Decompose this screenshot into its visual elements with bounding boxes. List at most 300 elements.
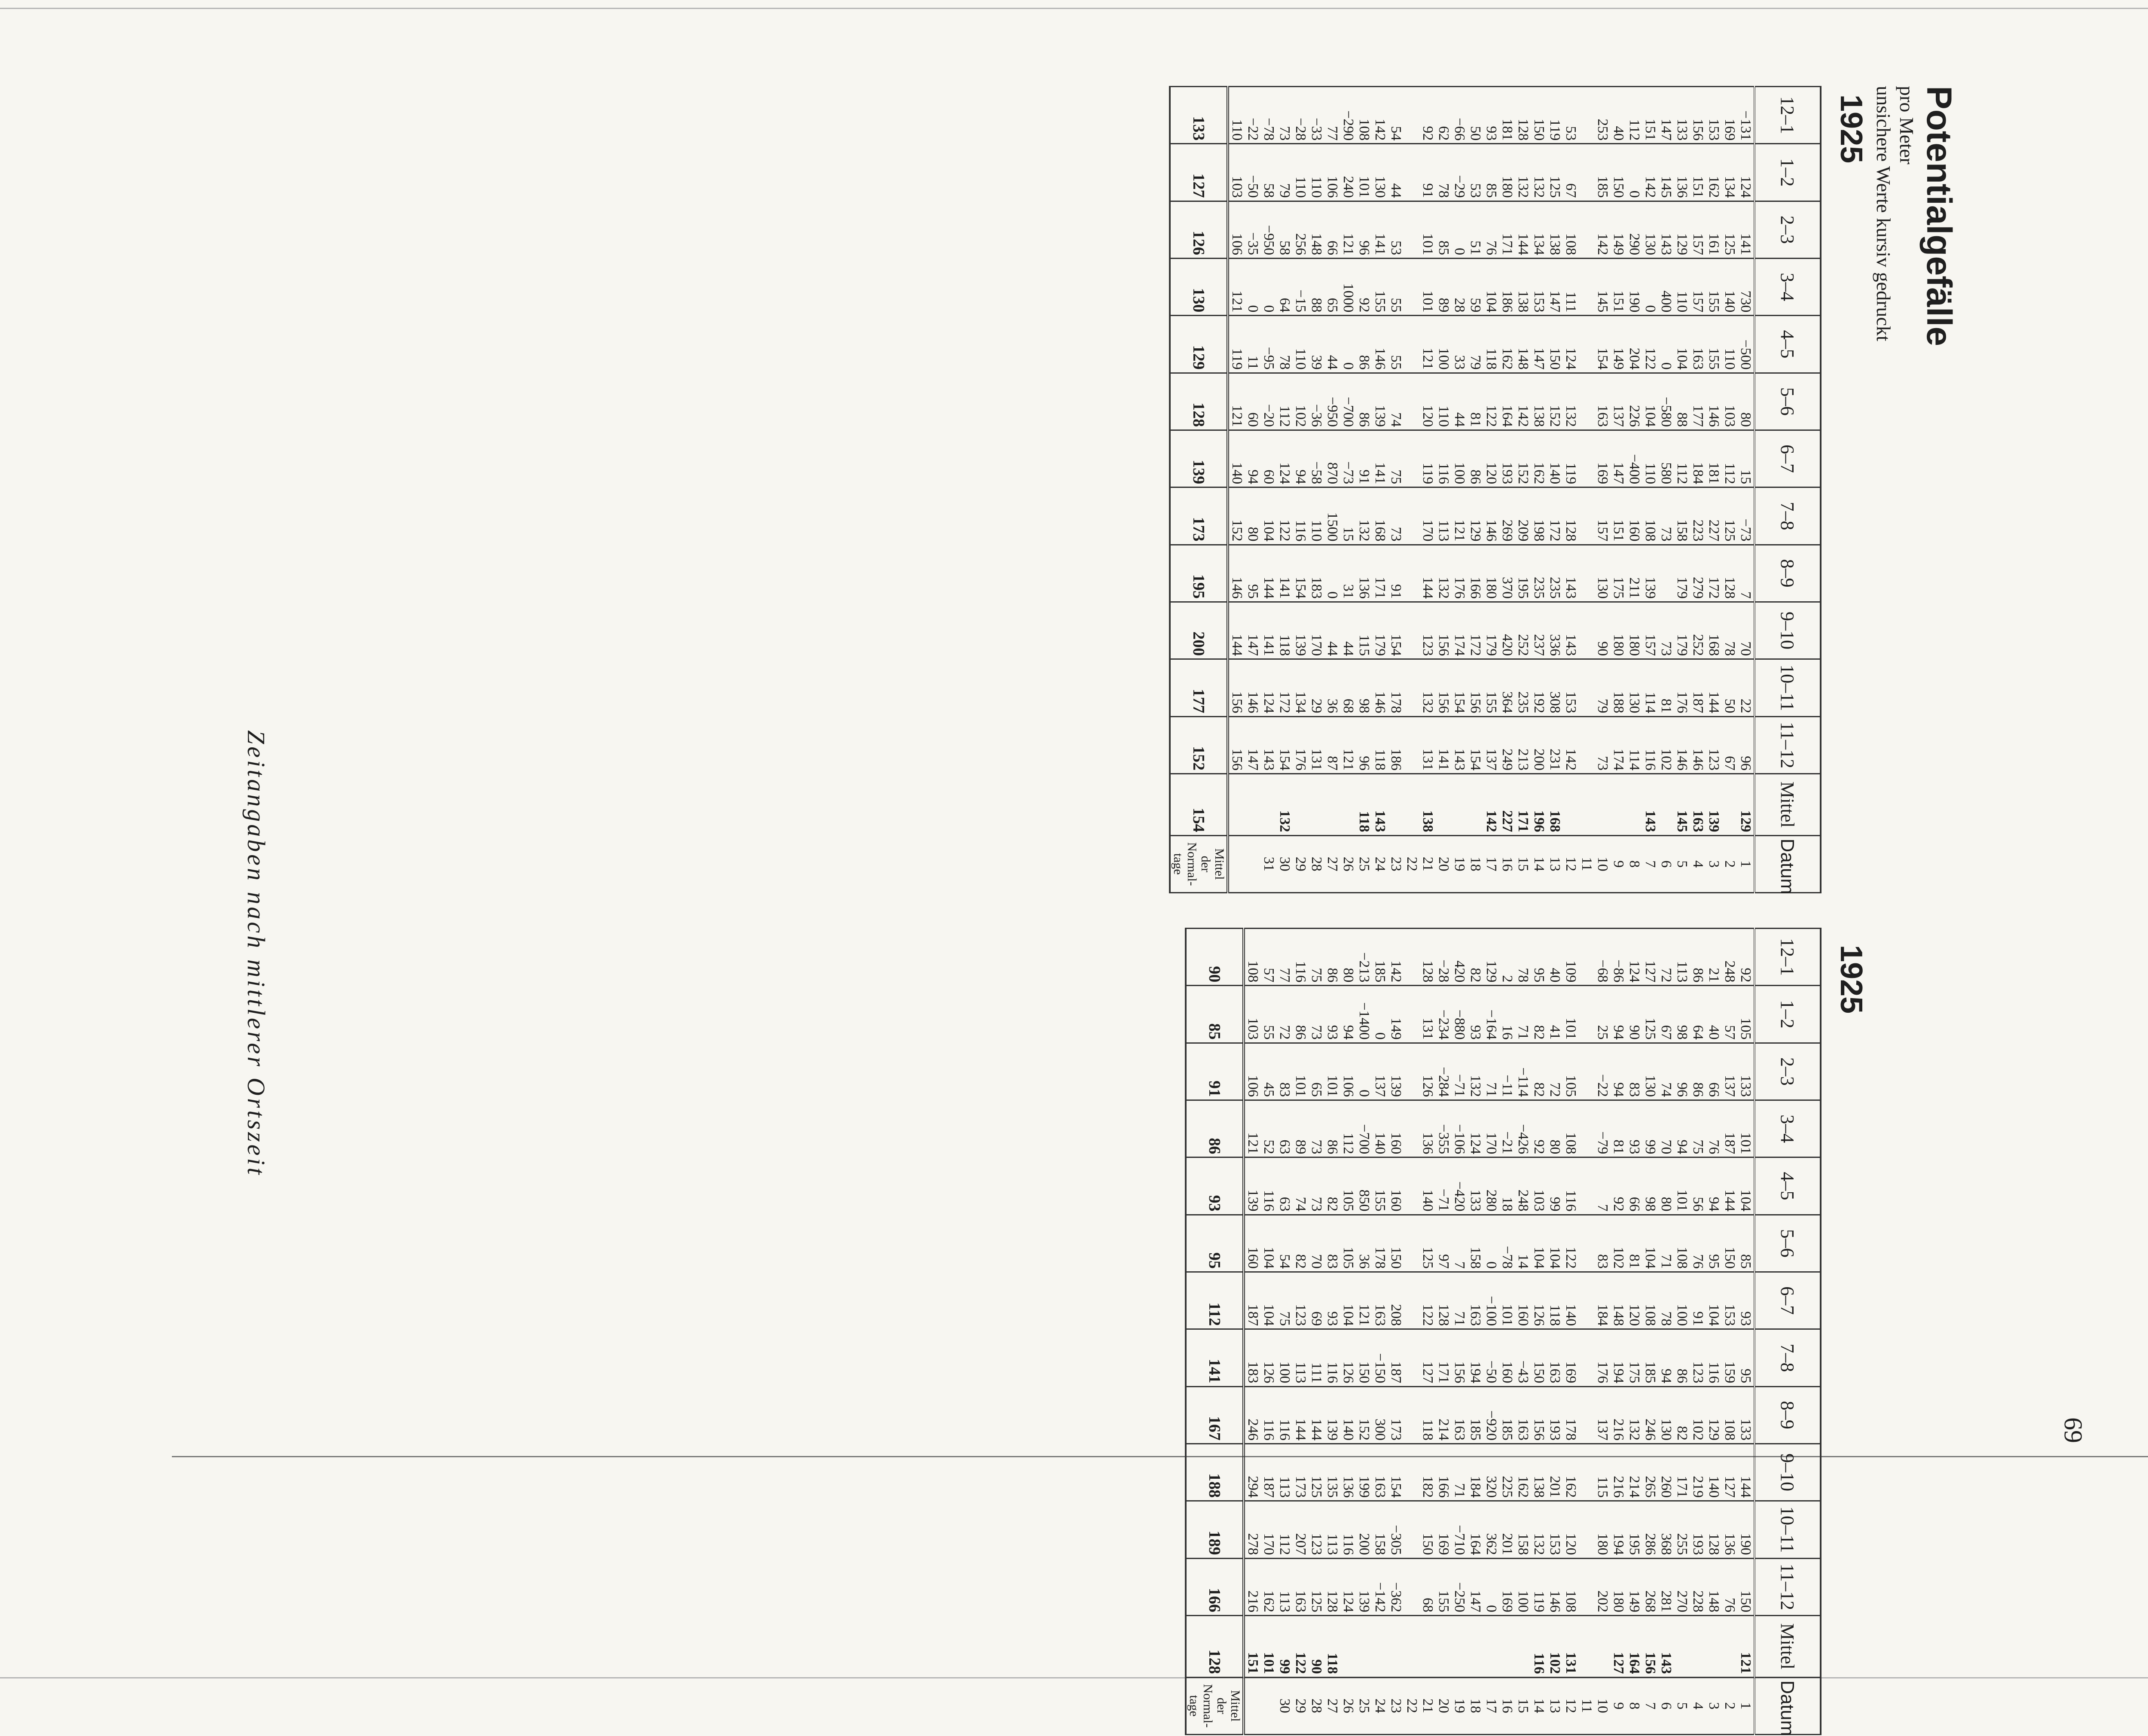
value-cell: 108 — [1642, 487, 1658, 545]
value-cell: 179 — [1483, 602, 1499, 659]
value-cell — [1340, 774, 1356, 835]
value-cell: 91 — [1420, 144, 1436, 201]
date-cell: 9 — [1611, 835, 1626, 892]
value-cell: −86 — [1611, 929, 1626, 986]
mean-value: 173 — [1170, 487, 1228, 545]
value-cell: 114 — [1626, 716, 1642, 774]
value-cell: 144 — [1228, 602, 1245, 659]
value-cell: 137 — [1372, 1043, 1388, 1100]
value-cell — [1436, 774, 1452, 835]
value-cell: 163 — [1468, 1272, 1483, 1329]
value-cell: 125 — [1547, 144, 1563, 201]
value-cell: −420 — [1452, 1157, 1468, 1215]
value-cell: 153 — [1722, 1272, 1738, 1329]
value-cell: 256 — [1293, 201, 1309, 258]
value-cell: 53 — [1563, 87, 1579, 144]
value-cell: 142 — [1563, 716, 1579, 774]
value-cell: 580 — [1658, 430, 1674, 487]
value-cell: −700 — [1340, 373, 1356, 430]
value-cell: 180 — [1626, 602, 1642, 659]
mean-value: 128 — [1186, 1615, 1244, 1677]
value-cell: 86 — [1293, 986, 1309, 1043]
value-cell: 142 — [1515, 373, 1531, 430]
value-cell — [1515, 1615, 1531, 1677]
value-cell: 129 — [1738, 774, 1754, 835]
date-cell: 18 — [1468, 1677, 1483, 1734]
value-cell: −35 — [1245, 201, 1261, 258]
value-cell: 94 — [1611, 1043, 1626, 1100]
value-cell: 118 — [1277, 602, 1293, 659]
value-cell: 73 — [1309, 1100, 1324, 1157]
value-cell: 53 — [1468, 144, 1483, 201]
mean-value: 93 — [1186, 1157, 1244, 1215]
value-cell: 118 — [1324, 1615, 1340, 1677]
value-cell: 130 — [1626, 659, 1642, 716]
value-cell: 174 — [1452, 602, 1468, 659]
column-header: Mittel — [1754, 774, 1821, 835]
value-cell: 90 — [1626, 986, 1642, 1043]
date-cell: 12 — [1563, 835, 1579, 892]
column-header: 8–9 — [1754, 1386, 1821, 1444]
value-cell: 127 — [1722, 1444, 1738, 1501]
lower-year: 1925 — [1834, 945, 1868, 1014]
date-cell: 5 — [1674, 1677, 1690, 1734]
value-cell: −28 — [1436, 929, 1452, 986]
page-number: 69 — [2059, 1417, 2087, 1443]
value-cell — [1579, 1157, 1595, 1215]
value-cell: 255 — [1674, 1501, 1690, 1558]
value-cell: 124 — [1277, 430, 1293, 487]
value-cell: 100 — [1674, 1272, 1690, 1329]
value-cell: 0 — [1324, 545, 1340, 602]
date-cell: 25 — [1356, 835, 1372, 892]
date-cell: 31 — [1261, 835, 1277, 892]
value-cell: 180 — [1483, 545, 1499, 602]
value-cell: 146 — [1706, 373, 1722, 430]
value-cell: 124 — [1738, 144, 1754, 201]
value-cell: 122 — [1563, 1215, 1579, 1272]
value-cell: 160 — [1388, 1157, 1404, 1215]
date-cell: 1 — [1738, 1677, 1754, 1734]
value-cell: 131 — [1420, 986, 1436, 1043]
value-cell: 90 — [1595, 602, 1611, 659]
value-cell: 147 — [1658, 87, 1674, 144]
date-cell: 21 — [1420, 1677, 1436, 1734]
value-cell: 119 — [1531, 1558, 1547, 1615]
value-cell: 168 — [1547, 774, 1563, 835]
value-cell: 103 — [1531, 1157, 1547, 1215]
value-cell: 21 — [1706, 929, 1722, 986]
value-cell: 144 — [1706, 659, 1722, 716]
value-cell: 140 — [1706, 1444, 1722, 1501]
value-cell: 108 — [1244, 929, 1261, 986]
value-cell: 213 — [1515, 716, 1531, 774]
value-cell: 95 — [1738, 1329, 1754, 1386]
value-cell: −21 — [1499, 1100, 1515, 1157]
value-cell: 143 — [1563, 545, 1579, 602]
value-cell: 172 — [1706, 545, 1722, 602]
value-cell: 400 — [1658, 258, 1674, 315]
value-cell: 125 — [1642, 986, 1658, 1043]
value-cell: 155 — [1706, 258, 1722, 315]
value-cell — [1658, 545, 1674, 602]
value-cell: 80 — [1658, 1157, 1674, 1215]
value-cell: 125 — [1722, 487, 1738, 545]
value-cell: 41 — [1547, 986, 1563, 1043]
value-cell: 77 — [1324, 87, 1340, 144]
date-cell — [1244, 1677, 1261, 1734]
value-cell: 0 — [1340, 316, 1356, 373]
date-cell: 27 — [1324, 1677, 1340, 1734]
value-cell: 116 — [1261, 1386, 1277, 1444]
value-cell: 152 — [1356, 1386, 1372, 1444]
value-cell: 50 — [1468, 87, 1483, 144]
value-cell: 136 — [1674, 144, 1690, 201]
value-cell: 0 — [1452, 201, 1468, 258]
value-cell: 166 — [1436, 1444, 1452, 1501]
value-cell: 76 — [1706, 1100, 1722, 1157]
date-cell: 4 — [1690, 1677, 1706, 1734]
value-cell: 94 — [1674, 1100, 1690, 1157]
value-cell: 116 — [1436, 430, 1452, 487]
value-cell: 78 — [1277, 316, 1293, 373]
date-cell: 13 — [1547, 1677, 1563, 1734]
page-rule — [172, 1456, 2148, 1457]
value-cell: 81 — [1626, 1215, 1642, 1272]
value-cell: 110 — [1309, 487, 1324, 545]
value-cell: −400 — [1626, 430, 1642, 487]
value-cell — [1404, 1615, 1420, 1677]
value-cell: −71 — [1436, 1157, 1452, 1215]
value-cell: 246 — [1642, 1386, 1658, 1444]
value-cell: 121 — [1738, 1615, 1754, 1677]
value-cell: 155 — [1372, 258, 1388, 315]
value-cell: 154 — [1388, 1444, 1404, 1501]
value-cell: 98 — [1674, 986, 1690, 1043]
value-cell: 105 — [1340, 1157, 1356, 1215]
value-cell: 163 — [1690, 316, 1706, 373]
value-cell: −1400 — [1356, 986, 1372, 1043]
table-row — [1388, 87, 1404, 893]
value-cell: 57 — [1722, 986, 1738, 1043]
value-cell: 216 — [1611, 1386, 1626, 1444]
value-cell: 193 — [1547, 1386, 1563, 1444]
column-header: 3–4 — [1754, 1100, 1821, 1157]
table-row — [1228, 87, 1245, 893]
column-header: 1–2 — [1754, 144, 1821, 201]
value-cell: 105 — [1738, 986, 1754, 1043]
value-cell: 128 — [1436, 1272, 1452, 1329]
value-cell: 150 — [1547, 316, 1563, 373]
value-cell: 144 — [1515, 201, 1531, 258]
value-cell: 71 — [1452, 1444, 1468, 1501]
mean-value: 139 — [1170, 430, 1228, 487]
value-cell: 86 — [1356, 373, 1372, 430]
value-cell: 368 — [1658, 1501, 1674, 1558]
value-cell: 223 — [1690, 487, 1706, 545]
date-cell: 8 — [1626, 1677, 1642, 1734]
value-cell: 201 — [1499, 1501, 1515, 1558]
value-cell: 130 — [1642, 1043, 1658, 1100]
value-cell: 75 — [1690, 1100, 1706, 1157]
value-cell: −50 — [1245, 144, 1261, 201]
value-cell: 172 — [1468, 602, 1483, 659]
value-cell — [1611, 774, 1626, 835]
value-cell: 83 — [1595, 1215, 1611, 1272]
mean-value: 166 — [1186, 1558, 1244, 1615]
value-cell: 0 — [1642, 258, 1658, 315]
value-cell: 175 — [1611, 545, 1626, 602]
value-cell: 173 — [1293, 1444, 1309, 1501]
value-cell: 178 — [1563, 1386, 1579, 1444]
mean-value: 167 — [1186, 1386, 1244, 1444]
table-row — [1261, 87, 1277, 893]
value-cell: 126 — [1531, 1272, 1547, 1329]
value-cell: 162 — [1499, 316, 1515, 373]
value-cell: 198 — [1531, 487, 1547, 545]
value-cell: 142 — [1483, 774, 1499, 835]
value-cell: 143 — [1563, 602, 1579, 659]
date-cell: 23 — [1388, 835, 1404, 892]
value-cell: −22 — [1245, 87, 1261, 144]
value-cell: 108 — [1563, 1558, 1579, 1615]
value-cell: 104 — [1738, 1157, 1754, 1215]
value-cell: 154 — [1388, 602, 1404, 659]
value-cell: 147 — [1468, 1558, 1483, 1615]
value-cell: 187 — [1244, 1272, 1261, 1329]
value-cell: 67 — [1722, 716, 1738, 774]
value-cell: −355 — [1436, 1100, 1452, 1157]
value-cell: 126 — [1340, 1329, 1356, 1386]
date-cell: 18 — [1468, 835, 1483, 892]
value-cell: 116 — [1324, 1329, 1340, 1386]
value-cell: 139 — [1388, 1043, 1404, 1100]
value-cell: 108 — [1722, 1386, 1738, 1444]
value-cell: 118 — [1372, 716, 1388, 774]
value-cell: 109 — [1563, 929, 1579, 986]
time-footnote: Zeitangaben nach mittlerer Ortszeit — [242, 730, 270, 1177]
value-cell: 65 — [1309, 1043, 1324, 1100]
value-cell: 126 — [1261, 1329, 1277, 1386]
value-cell: 290 — [1626, 201, 1642, 258]
value-cell: 66 — [1324, 201, 1340, 258]
table-row — [1499, 929, 1515, 1735]
value-cell: 200 — [1531, 716, 1547, 774]
value-cell: 152 — [1228, 487, 1245, 545]
value-cell: 77 — [1277, 929, 1293, 986]
value-cell: 110 — [1674, 258, 1690, 315]
value-cell: 110 — [1293, 316, 1309, 373]
value-cell — [1436, 1615, 1452, 1677]
subtitle-line-1: pro Meter — [1896, 86, 1918, 164]
value-cell: 112 — [1626, 87, 1642, 144]
value-cell: 150 — [1420, 1501, 1436, 1558]
table-row — [1626, 87, 1642, 893]
value-cell: 116 — [1706, 1329, 1722, 1386]
value-cell: 64 — [1690, 986, 1706, 1043]
value-cell: 72 — [1277, 986, 1293, 1043]
value-cell: 171 — [1372, 545, 1388, 602]
value-cell: 142 — [1642, 144, 1658, 201]
value-cell: −78 — [1499, 1215, 1515, 1272]
column-header: Datum — [1754, 835, 1821, 892]
value-cell: 58 — [1261, 144, 1277, 201]
value-cell: 45 — [1261, 1043, 1277, 1100]
value-cell: 140 — [1372, 1100, 1388, 1157]
column-header: Mittel — [1754, 1615, 1821, 1677]
value-cell — [1595, 774, 1611, 835]
value-cell: −700 — [1356, 1100, 1372, 1157]
date-cell: 25 — [1356, 1677, 1372, 1734]
value-cell: 63 — [1277, 1100, 1293, 1157]
value-cell: 111 — [1309, 1329, 1324, 1386]
value-cell: 62 — [1436, 87, 1452, 144]
scan-artifact-bottom — [0, 1677, 2148, 1678]
value-cell: −36 — [1309, 373, 1324, 430]
value-cell: 120 — [1626, 1272, 1642, 1329]
date-cell: 20 — [1436, 1677, 1452, 1734]
value-cell: 0 — [1372, 986, 1388, 1043]
date-cell: 11 — [1579, 1677, 1595, 1734]
value-cell: 179 — [1372, 602, 1388, 659]
value-cell: 67 — [1658, 986, 1674, 1043]
date-cell: 23 — [1388, 1677, 1404, 1734]
value-cell: 0 — [1261, 258, 1277, 315]
value-cell — [1324, 774, 1340, 835]
value-cell: 108 — [1563, 201, 1579, 258]
value-cell: 60 — [1261, 430, 1277, 487]
value-cell: 102 — [1611, 1215, 1626, 1272]
value-cell: 179 — [1674, 545, 1690, 602]
date-cell: 16 — [1499, 1677, 1515, 1734]
value-cell: 187 — [1388, 1329, 1404, 1386]
value-cell: 125 — [1722, 201, 1738, 258]
value-cell: 178 — [1372, 1215, 1388, 1272]
value-cell: 202 — [1595, 1558, 1611, 1615]
value-cell: 101 — [1324, 1043, 1340, 1100]
value-cell — [1579, 1444, 1595, 1501]
value-cell: 53 — [1388, 201, 1404, 258]
table-row — [1547, 87, 1563, 893]
value-cell: 94 — [1245, 430, 1261, 487]
value-cell — [1404, 986, 1420, 1043]
value-cell: 147 — [1547, 258, 1563, 315]
value-cell: 128 — [1420, 929, 1436, 986]
value-cell: 308 — [1547, 659, 1563, 716]
table-row — [1722, 929, 1738, 1735]
value-cell: 134 — [1293, 659, 1309, 716]
value-cell: 94 — [1706, 1157, 1722, 1215]
value-cell: 0 — [1483, 1558, 1499, 1615]
value-cell — [1404, 373, 1420, 430]
value-cell: 194 — [1611, 1329, 1626, 1386]
value-cell: 154 — [1595, 316, 1611, 373]
value-cell: 97 — [1436, 1215, 1452, 1272]
value-cell: 116 — [1261, 1157, 1277, 1215]
value-cell: 143 — [1642, 774, 1658, 835]
value-cell: 113 — [1293, 1329, 1309, 1386]
value-cell: 81 — [1658, 659, 1674, 716]
value-cell: 204 — [1626, 316, 1642, 373]
value-cell: 252 — [1690, 602, 1706, 659]
value-cell: 176 — [1452, 545, 1468, 602]
value-cell: 169 — [1722, 87, 1738, 144]
value-cell: 82 — [1531, 986, 1547, 1043]
date-cell: 15 — [1515, 835, 1531, 892]
value-cell: 176 — [1674, 659, 1690, 716]
value-cell: 143 — [1372, 774, 1388, 835]
value-cell: 145 — [1658, 144, 1674, 201]
value-cell: 103 — [1244, 986, 1261, 1043]
value-cell: 180 — [1611, 1558, 1626, 1615]
value-cell: 208 — [1388, 1272, 1404, 1329]
date-cell: 7 — [1642, 835, 1658, 892]
value-cell: 150 — [1722, 1215, 1738, 1272]
value-cell: 86 — [1324, 1100, 1340, 1157]
value-cell: 163 — [1515, 1386, 1531, 1444]
value-cell: 136 — [1356, 545, 1372, 602]
value-cell: −78 — [1261, 87, 1277, 144]
value-cell: 55 — [1388, 258, 1404, 315]
value-cell: 80 — [1738, 373, 1754, 430]
value-cell: 149 — [1388, 986, 1404, 1043]
value-cell: 68 — [1340, 659, 1356, 716]
value-cell: 74 — [1388, 373, 1404, 430]
value-cell: 179 — [1674, 602, 1690, 659]
value-cell: 171 — [1674, 1444, 1690, 1501]
value-cell: −164 — [1483, 986, 1499, 1043]
value-cell: 0 — [1626, 144, 1642, 201]
value-cell: 103 — [1722, 373, 1738, 430]
table-row — [1706, 929, 1722, 1735]
value-cell: 85 — [1436, 201, 1452, 258]
value-cell: 73 — [1309, 986, 1324, 1043]
value-cell: 86 — [1674, 1329, 1690, 1386]
table-row — [1340, 87, 1356, 893]
date-cell: 2 — [1722, 1677, 1738, 1734]
value-cell: 7 — [1738, 545, 1754, 602]
value-cell: 76 — [1690, 1215, 1706, 1272]
value-cell: 67 — [1563, 144, 1579, 201]
value-cell: 128 — [1563, 487, 1579, 545]
value-cell: 104 — [1261, 1215, 1277, 1272]
value-cell: 101 — [1738, 1100, 1754, 1157]
value-cell: 82 — [1468, 929, 1483, 986]
value-cell: 336 — [1547, 602, 1563, 659]
value-cell: 118 — [1483, 316, 1499, 373]
value-cell: 101 — [1293, 1043, 1309, 1100]
value-cell: −50 — [1483, 1329, 1499, 1386]
value-cell: −142 — [1372, 1558, 1388, 1615]
value-cell: 184 — [1595, 1272, 1611, 1329]
table-row — [1420, 929, 1436, 1735]
value-cell: 199 — [1356, 1444, 1372, 1501]
value-cell — [1579, 1386, 1595, 1444]
value-cell: −114 — [1515, 1043, 1531, 1100]
value-cell: 141 — [1738, 201, 1754, 258]
mean-value: 189 — [1186, 1501, 1244, 1558]
value-cell: 50 — [1722, 659, 1738, 716]
value-cell: 123 — [1420, 602, 1436, 659]
value-cell: 166 — [1468, 545, 1483, 602]
value-cell — [1340, 1615, 1356, 1677]
value-cell: 113 — [1436, 487, 1452, 545]
value-cell: 121 — [1228, 258, 1245, 315]
date-cell — [1228, 835, 1245, 892]
value-cell: 131 — [1420, 716, 1436, 774]
value-cell: 80 — [1547, 1100, 1563, 1157]
value-cell: 139 — [1244, 1157, 1261, 1215]
